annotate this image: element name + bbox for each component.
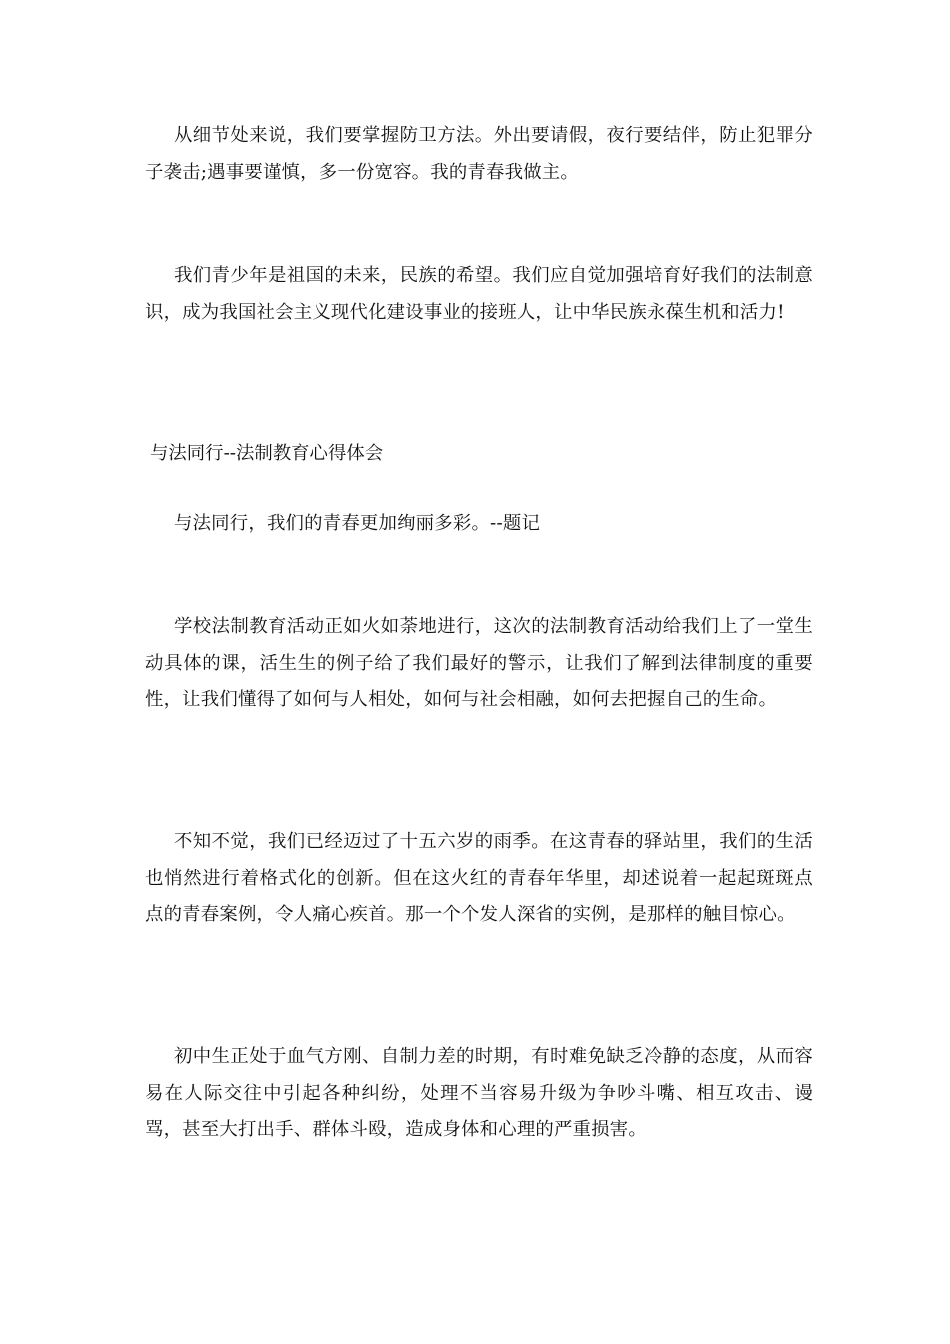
paragraph-youth-future: 我们青少年是祖国的未来，民族的希望。我们应自觉加强培育好我们的法制意识，成为我国社会主义现代化建设事业的接班人，让中华民族永葆生机和活力! (145, 265, 813, 323)
paragraph-middle-school-students: 初中生正处于血气方刚、自制力差的时期，有时难免缺乏冷静的态度，从而容易在人际交往中引起各种纠纷，处理不当容易升级为争吵斗嘴、相互攻击、谩骂，甚至大打出手、群体斗殴，造成身体和心理的严重损害。 (145, 1046, 813, 1140)
epigraph: 与法同行，我们的青春更加绚丽多彩。--题记 (174, 513, 541, 534)
paragraph-self-protection: 从细节处来说，我们要掌握防卫方法。外出要请假，夜行要结伴，防止犯罪分子袭击;遇事要谨慎，多一份宽容。我的青春我做主。 (145, 125, 813, 183)
article-title: 与法同行--法制教育心得体会 (150, 443, 384, 464)
paragraph-youth-cases: 不知不觉，我们已经迈过了十五六岁的雨季。在这青春的驿站里，我们的生活也悄然进行着格式化的创新。但在这火红的青春年华里，却述说着一起起斑斑点点的青春案例，令人痛心疾首。那一个个发人深省的实例，是那样的触目惊心。 (145, 831, 813, 925)
paragraph-school-activity: 学校法制教育活动正如火如荼地进行，这次的法制教育活动给我们上了一堂生动具体的课，活生生的例子给了我们最好的警示，让我们了解到法律制度的重要性，让我们懂得了如何与人相处，如何与社会相融，如何去把握自己的生命。 (145, 616, 813, 710)
